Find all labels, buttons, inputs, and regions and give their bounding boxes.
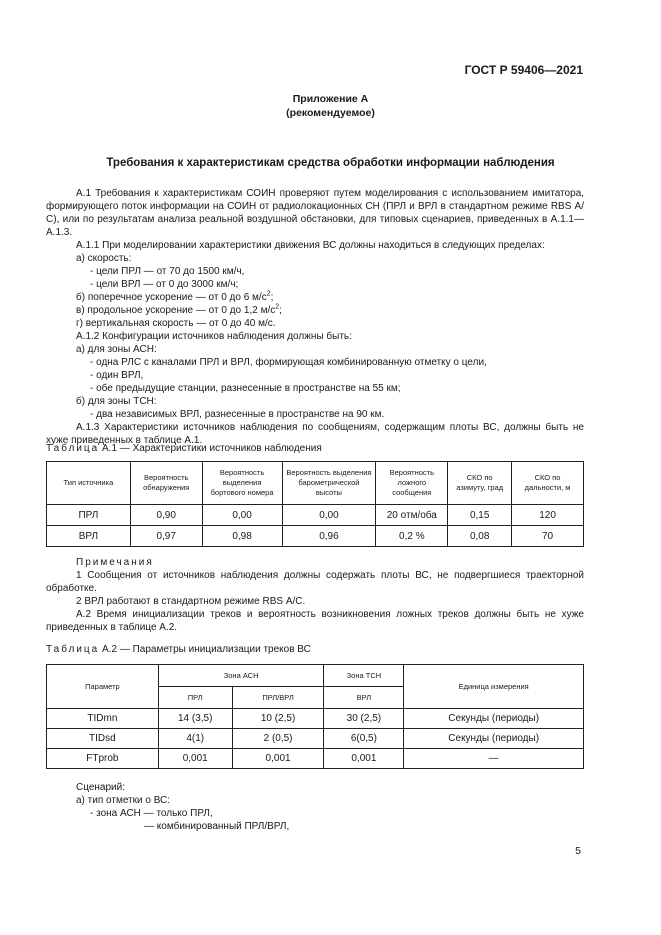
- list-item: - один ВРЛ,: [90, 370, 144, 381]
- page-number: 5: [575, 845, 581, 857]
- table-header-row: [47, 462, 584, 505]
- list-item: - цели ВРЛ — от 0 до 3000 км/ч;: [90, 279, 239, 290]
- paragraph-a2: А.2 Время инициализации треков и вероятность возникновения ложных треков должны быть не хуже приведенных в таблице А.2.: [46, 609, 584, 633]
- table-cell: 0,001: [158, 749, 232, 769]
- list-item: а) тип отметки о ВС:: [76, 795, 171, 806]
- table-cell: FTprob: [47, 749, 159, 769]
- table-cell: 6(0,5): [324, 729, 404, 749]
- scenario-block: [46, 781, 584, 833]
- table-cell: 0,00: [202, 505, 282, 526]
- table-header-cell: СКО по азимуту, град: [448, 462, 512, 505]
- table-cell: TIDsd: [47, 729, 159, 749]
- annex-status: (рекомендуемое): [286, 107, 375, 119]
- table-cell: 0,2 %: [376, 526, 448, 547]
- table-row: [47, 526, 584, 547]
- table1-caption: Таблица А.1 — Характеристики источников наблюдения: [46, 443, 322, 454]
- notes-title: Примечания: [76, 557, 154, 568]
- table-cell: 0,001: [232, 749, 324, 769]
- table-row: [47, 709, 584, 729]
- table-header-cell: Вероятность обнаружения: [130, 462, 202, 505]
- table-header-cell: Единица измерения: [404, 665, 584, 709]
- table-cell: 0,96: [282, 526, 376, 547]
- annex-title: Приложение А: [292, 93, 369, 105]
- table-cell: 20 отм/оба: [376, 505, 448, 526]
- table-header-cell: СКО по дальности, м: [512, 462, 584, 505]
- list-item: - два независимых ВРЛ, разнесенные в пространстве на 90 км.: [90, 409, 385, 420]
- table2-caption: Таблица А.2 — Параметры инициализации треков ВС: [46, 644, 311, 655]
- paragraph-a12: А.1.2 Конфигурации источников наблюдения должны быть:: [76, 331, 352, 342]
- table-header-cell: ПРЛ/ВРЛ: [232, 687, 324, 709]
- table-cell: Секунды (периоды): [404, 709, 584, 729]
- standard-number: ГОСТ Р 59406—2021: [464, 63, 583, 77]
- list-item: б) поперечное ускорение — от 0 до 6 $м/с^2$;: [76, 290, 274, 303]
- table-row: [47, 749, 584, 769]
- table-row: [47, 729, 584, 749]
- note-2: 2 ВРЛ работают в стандартном режиме RBS А/С.: [76, 596, 306, 607]
- table-header-cell: Вероятность ложного сообщения: [376, 462, 448, 505]
- table-cell: 0,001: [324, 749, 404, 769]
- table-source-characteristics: [46, 461, 584, 547]
- list-item: — комбинированный ПРЛ/ВРЛ,: [144, 821, 290, 832]
- table-header-cell: Вероятность выделения барометрической высоты: [282, 462, 376, 505]
- table-cell: 0,15: [448, 505, 512, 526]
- section-title: Требования к характеристикам средства обработки информации наблюдения: [106, 157, 555, 169]
- annex-heading: [0, 92, 661, 120]
- list-item: а) для зоны АСН:: [76, 344, 157, 355]
- table-cell: 0,97: [130, 526, 202, 547]
- table-cell: 4(1): [158, 729, 232, 749]
- table-header-cell: Параметр: [47, 665, 159, 709]
- notes-block: [46, 556, 584, 634]
- paragraph-a1: А.1 Требования к характеристикам СОИН проверяют путем моделирования с использованием имитатора, формирующего поток информации на СОИН от радиолокационных СН (ПРЛ и ВРЛ в стандартном режиме RBS А/С), или по результатам анализа реальной воздушной обстановки, для типовых сценариев, приведенных в А.1.1—А.1.3.: [46, 188, 584, 238]
- table-header-cell: Зона АСН: [158, 665, 324, 687]
- table-cell: 2 (0,5): [232, 729, 324, 749]
- table-cell: TIDmn: [47, 709, 159, 729]
- table-cell: 70: [512, 526, 584, 547]
- table-header-cell: ПРЛ: [158, 687, 232, 709]
- list-item: - цели ПРЛ — от 70 до 1500 км/ч,: [90, 266, 245, 277]
- paragraph-a11: А.1.1 При моделировании характеристики движения ВС должны находиться в следующих пределах:: [76, 240, 545, 251]
- table-cell: 10 (2,5): [232, 709, 324, 729]
- list-item: а) скорость:: [76, 253, 132, 264]
- table-cell: ВРЛ: [47, 526, 131, 547]
- table-cell: 120: [512, 505, 584, 526]
- table-header-row: [47, 665, 584, 687]
- list-item: в) продольное ускорение — от 0 до 1,2 $м/с^2$;: [76, 303, 282, 316]
- paragraph-a13: А.1.3 Характеристики источников наблюдения по сообщениям, содержащим плоты ВС, должны быть не хуже приведенных в таблице А.1.: [46, 422, 584, 446]
- table-cell: 30 (2,5): [324, 709, 404, 729]
- table-cell: 14 (3,5): [158, 709, 232, 729]
- table-header-cell: ВРЛ: [324, 687, 404, 709]
- table-cell: 0,90: [130, 505, 202, 526]
- table-header-cell: Вероятность выделения бортового номера: [202, 462, 282, 505]
- table-cell: —: [404, 749, 584, 769]
- list-item: б) для зоны ТСН:: [76, 396, 157, 407]
- table-header-cell: Тип источника: [47, 462, 131, 505]
- note-1: 1 Сообщения от источников наблюдения должны содержать плоты ВС, не подвергшиеся траекторной обработке.: [46, 570, 584, 594]
- list-item: - обе предыдущие станции, разнесенные в пространстве на 55 км;: [90, 383, 401, 394]
- list-item: - зона АСН — только ПРЛ,: [90, 808, 213, 819]
- requirements-text: [46, 187, 584, 447]
- table-cell: 0,08: [448, 526, 512, 547]
- table-header-cell: Зона ТСН: [324, 665, 404, 687]
- table-cell: ПРЛ: [47, 505, 131, 526]
- table-row: [47, 505, 584, 526]
- table-track-init-params: [46, 664, 584, 769]
- table-cell: 0,00: [282, 505, 376, 526]
- table-cell: 0,98: [202, 526, 282, 547]
- table-cell: Секунды (периоды): [404, 729, 584, 749]
- list-item: г) вертикальная скорость — от 0 до 40 м/с.: [76, 318, 276, 329]
- scenario-title: Сценарий:: [76, 782, 125, 793]
- list-item: - одна РЛС с каналами ПРЛ и ВРЛ, формирующая комбинированную отметку о цели,: [90, 357, 487, 368]
